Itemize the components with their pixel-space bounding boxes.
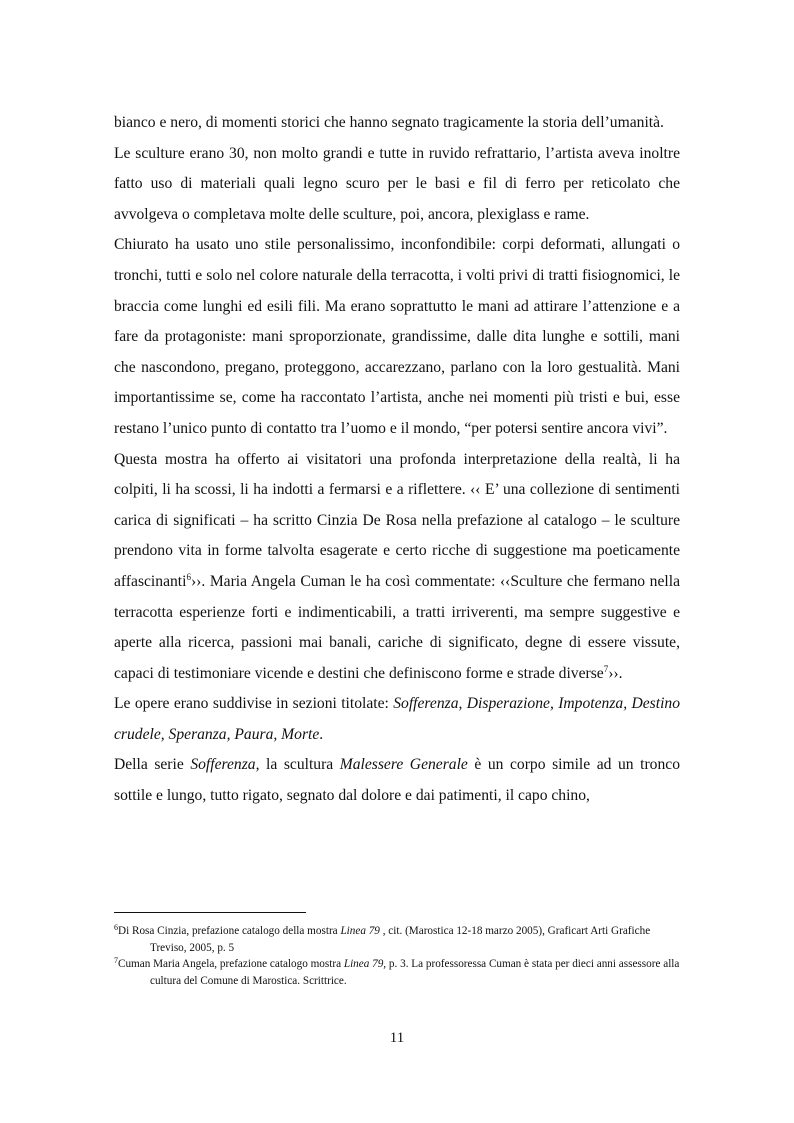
catalog-title: Linea 79 [340, 925, 380, 937]
text-run: Della serie [114, 756, 191, 774]
sculpture-title: Malessere Generale [339, 756, 468, 774]
footnotes [114, 912, 684, 989]
paragraph-5 [114, 689, 680, 750]
text-run: è un corpo simile ad un tronco sottile e lungo, tutto rigato, segnato dal dolore e dai patimenti, il capo chino, [114, 756, 680, 805]
section-titles: Sofferenza, Disperazione, Impotenza, Destino crudele, Speranza, Paura, Morte [114, 695, 680, 743]
text-run: Le sculture erano 30, non molto grandi e tutte in ruvido refrattario, l’artista aveva inoltre fatto uso di materiali quali legno scuro per le basi e fil di ferro per reticolato che avvolgeva o completava molte delle sculture, poi, ancora, plexiglass e rame. [114, 144, 680, 223]
footnote-number: 7 [114, 956, 118, 965]
text-run: Chiurato ha usato uno stile personalissimo, inconfondibile: corpi deformati, allungati o tronchi, tutti e solo nel colore naturale della terracotta, i volti privi di tratti fisiognomici, le braccia come lunghi ed esili fili. Ma erano soprattutto le mani ad attirare l’attenzione e a fare da protagoniste: mani sproporzionate, grandissime, dalle dita lunghe e sottili, mani che nascondono, pregano, proteggono, accarezzano, parlano con la loro gestualità. Mani importantissime se, come ha raccontato l’artista, anche nei momenti più tristi e bui, esse restano l’unico punto di contatto tra l’uomo e il mondo, “per potersi sentire ancora vivi”. [114, 236, 680, 437]
footnote-6 [114, 923, 684, 956]
main-text [114, 108, 680, 812]
footnote-7 [114, 956, 684, 989]
paragraph-6 [114, 750, 680, 811]
text-run: p. 3. La professoressa Cuman è stata per dieci anni assessore alla cultura del Comune di Marostica. Scrittrice. [150, 958, 680, 987]
text-run: bianco e nero, di momenti storici che hanno segnato tragicamente la storia dell’umanità. [114, 114, 664, 131]
series-title: Sofferenza, [190, 756, 260, 774]
text-run: ››. [608, 664, 623, 682]
paragraph-4 [114, 445, 680, 690]
text-run: . [319, 725, 324, 743]
page-number: 11 [389, 1030, 405, 1046]
text-run: ››. Maria Angela Cuman le ha così commentate: ‹‹Sculture che fermano nella terracotta esperienze forti e indimenticabili, a tratti irriverenti, ma sempre suggestive e aperte alla ricerca, passioni mai banali, cariche di significato, degne di essere vissute, capaci di testimoniare vicende e destini che definiscono forme e strade diverse [114, 572, 680, 682]
footnote-separator [114, 912, 306, 913]
paragraph-3 [114, 230, 680, 444]
text-run: Di Rosa Cinzia, prefazione catalogo della mostra [118, 925, 341, 937]
footnote-ref-6[interactable]: 6 [186, 571, 191, 582]
text-run: Questa mostra ha offerto ai visitatori una profonda interpretazione della realtà, li ha colpiti, li ha scossi, li ha indotti a fermarsi e a riflettere. ‹‹ E’ una collezione di sentimenti carica di significati – ha scritto Cinzia De Rosa nella prefazione al catalogo – le sculture prendono vita in forme talvolta esagerate e certo ricche di suggestione ma poeticamente affascinanti [114, 450, 680, 590]
paragraph-2 [114, 139, 680, 231]
paragraph-1 [114, 108, 680, 139]
catalog-title: Linea 79, [343, 958, 387, 970]
text-run: , cit. (Marostica 12-18 marzo 2005), Graficart Arti Grafiche Treviso, 2005, p. 5 [150, 925, 651, 954]
footnote-number: 6 [114, 923, 118, 932]
text-run: Le opere erano suddivise in sezioni titolate: [114, 695, 394, 713]
text-run: la scultura [259, 756, 340, 774]
footnote-ref-7[interactable]: 7 [603, 663, 609, 674]
text-run: Cuman Maria Angela, prefazione catalogo mostra [118, 958, 344, 970]
